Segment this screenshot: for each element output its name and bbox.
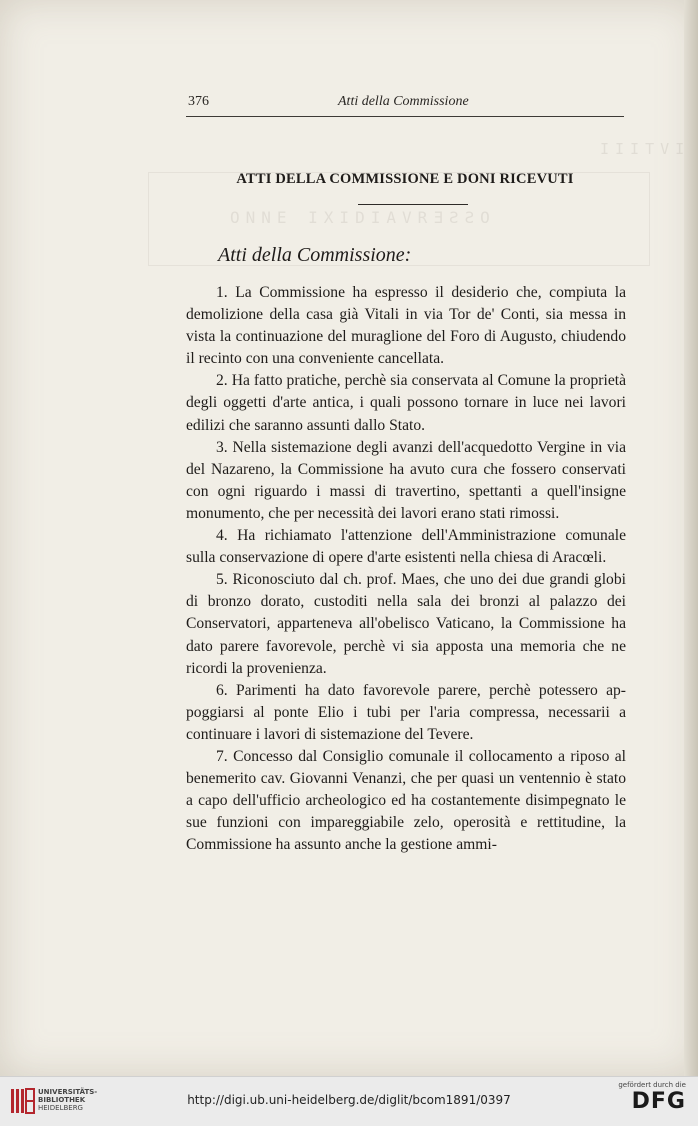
running-header <box>186 94 624 114</box>
paragraph-1: 1. La Commissione ha espresso il desiderio che, compiuta la demolizione della casa già Vitali in via Tor de' Conti, sia messa in vista la continuazione del muraglione del Foro di Augusto, chiudendo il recinto con una conveniente cancellata. <box>186 284 626 368</box>
section-title: ATTI DELLA COMMISSIONE E DONI RICEVUTI <box>236 171 574 187</box>
bleed-through-text: ONNE IXIDIAVRƎƧƧO <box>230 208 496 227</box>
title-rule <box>358 204 468 205</box>
paragraph-5: 5. Riconosciuto dal ch. prof. Maes, che uno dei due grandi globi di bronzo dorato, custoditi nella sala dei bronzi al palazzo dei Conservatori, apparteneva all'obelisco Vaticano, la Commissione ha dato parere favorevole, perchè vi sia apposta una memoria che ne ricordi la provenienza. <box>186 571 626 677</box>
dfg-logo-icon: DFG <box>631 1089 686 1114</box>
paragraph-7: 7. Concesso dal Consiglio comunale il collocamento a riposo al benemerito cav. Giovanni Venanzi, che per quasi un ventennio è stato a capo dell'ufficio archeologico ed ha costantemente disimpegnato le sue funzioni con impareggiabile zelo, operosità e rettitudine, la Commissione ha assunto anche la gestione ammi- <box>186 747 626 854</box>
running-title: Atti della Commissione <box>338 94 469 109</box>
permalink-url[interactable]: http://digi.ub.uni-heidelberg.de/diglit/bcom1891/0397 <box>187 1093 511 1107</box>
page-edge-shadow <box>684 0 698 1076</box>
header-rule <box>186 116 624 117</box>
paragraph-4: 4. Ha richiamato l'attenzione dell'Amministrazione comunale sulla conservazione di opere d'arte esistenti nella chiesa di Aracœli. <box>186 527 626 567</box>
institution-line-2: BIBLIOTHEK <box>38 1096 86 1104</box>
sponsor-label: gefördert durch die <box>618 1081 686 1089</box>
viewer-footer <box>0 1076 698 1126</box>
paragraph-2: 2. Ha fatto pratiche, perchè sia conservata al Comune la proprietà degli oggetti d'arte antica, i quali possono tornare in luce nei lavori edilizi che saranno assunti dallo Stato. <box>186 372 626 434</box>
subheading: Atti della Commissione: <box>218 244 412 266</box>
bleed-through-text: IIITVI <box>600 140 691 158</box>
institution-line-3: HEIDELBERG <box>38 1104 83 1112</box>
page-number: 376 <box>188 94 209 109</box>
body-text <box>186 282 626 856</box>
institution-line-1: UNIVERSITÄTS- <box>38 1088 98 1096</box>
paragraph-6: 6. Parimenti ha dato favorevole parere, perchè potessero appoggiarsi al ponte Elio i tubi per l'aria compressa, necessarii a continuare i lavori di sistemazione del Tevere. <box>186 681 626 743</box>
sponsor-block <box>618 1081 686 1115</box>
paragraph-3: 3. Nella sistemazione degli avanzi dell'acquedotto Vergine in via del Nazareno, la Commissione ha avuto cura che fossero conservati con ogni riguardo i massi di travertino, spettanti a quell'insigne monumento, che per necessità dei lavori erano stati rimossi. <box>186 438 626 522</box>
